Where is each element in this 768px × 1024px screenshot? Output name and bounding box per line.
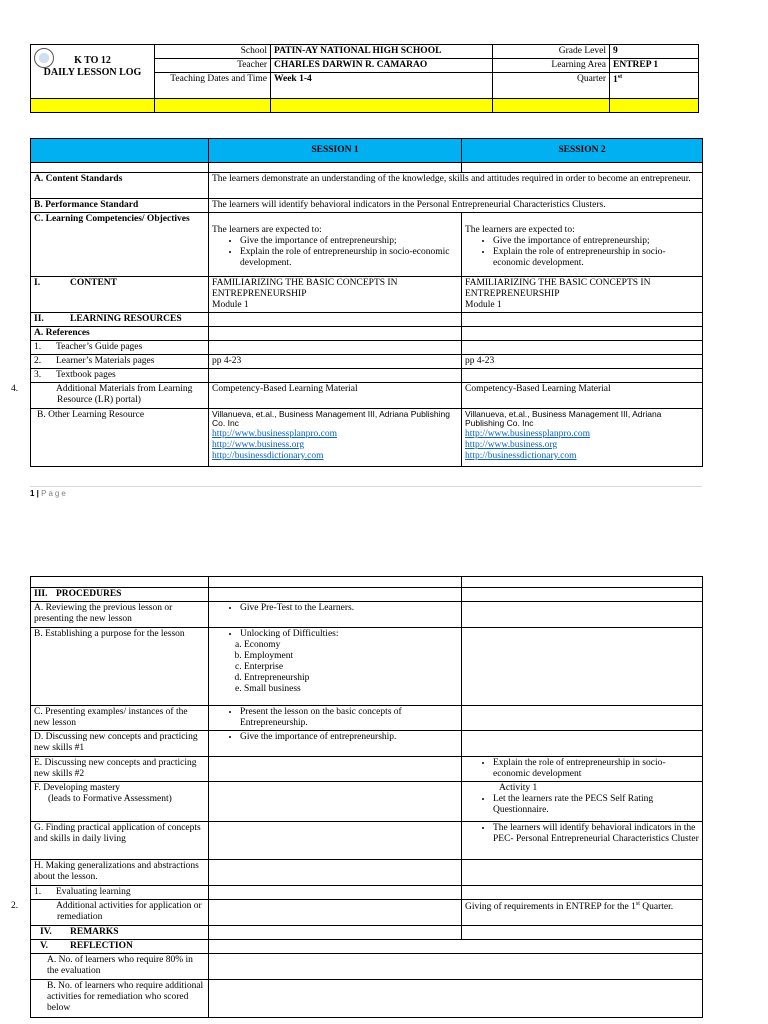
session-2-other-resources [462, 408, 703, 466]
procedure-b-label: B. Establishing a purpose for the lesson [31, 627, 209, 705]
objectives-intro: The learners are expected to: [212, 224, 322, 235]
business-org-link[interactable]: http://www.business.org [465, 440, 558, 451]
session-1-other-resources [209, 408, 462, 466]
grade-level-label: Grade Level [493, 45, 610, 59]
teacher-value: CHARLES DARWIN R. CAMARAO [271, 58, 493, 72]
log-title-line2: DAILY LESSON LOG [43, 66, 142, 78]
learning-area-label: Learning Area [493, 58, 610, 72]
learners-materials-label: Learner’s Materials pages [56, 355, 155, 366]
learning-area-value: ENTREP 1 [610, 58, 699, 72]
procedures-label: PROCEDURES [56, 589, 122, 599]
session-2-objectives [462, 212, 703, 276]
procedure-g-session-2: • The learners will identify behavioral indicators in the PEC- Personal Entrepreneurial Characteristics Cluster [462, 821, 703, 859]
quarter-label: Quarter [493, 72, 610, 98]
objective-item: • Explain the role of entrepreneurship in socio-economic development. [493, 247, 699, 269]
session-2-content: FAMILIARIZING THE BASIC CONCEPTS IN ENTREPRENEURSHIP Module 1 [462, 276, 703, 312]
reflection-label: REFLECTION [70, 940, 133, 951]
textbook-label-cell: 3. Textbook pages [31, 368, 209, 382]
session-2-additional-materials: Competency-Based Learning Material [462, 382, 703, 408]
session-1-header: SESSION 1 [209, 139, 462, 163]
content-standards-text: The learners demonstrate an understanding of the knowledge, skills and attitudes required in order to become an entrepreneur. [209, 173, 703, 199]
learning-resources-label-cell: II. LEARNING RESOURCES [31, 312, 209, 326]
procedure-f-label: F. Developing mastery (leads to Formative Assessment) [31, 781, 209, 821]
quarter-value: 1st [610, 72, 699, 98]
references-label: A. References [31, 326, 209, 340]
additional-activities-label: Additional activities for application or remediation [56, 900, 202, 922]
session-1-objectives [209, 212, 462, 276]
additional-materials-label-cell: 4. Additional Materials from Learning Resource (LR) portal) [31, 382, 209, 408]
school-label: School [155, 45, 271, 59]
page-footer: 1 | Page [30, 486, 702, 498]
teaching-dates-label: Teaching Dates and Time [155, 72, 271, 98]
procedure-c-label: C. Presenting examples/ instances of the new lesson [31, 705, 209, 730]
objective-item: • Give the importance of entrepreneurship; [240, 236, 458, 247]
other-resource-label: B. Other Learning Resource [31, 408, 209, 466]
citation: Villanueva, et.al., Business Management III, Adriana Publishing Co. Inc [212, 408, 450, 429]
list-item: d. Entrepreneurship [244, 673, 458, 684]
header-table [30, 44, 699, 113]
reflection-b-label: B. No. of learners who require additional activities for remediation who scored below [31, 979, 209, 1017]
businessdictionary-link[interactable]: http://businessdictionary.com [212, 450, 324, 461]
difficulty-words-list [212, 640, 458, 695]
objectives-intro: The learners are expected to: [465, 224, 575, 235]
procedure-a-session-1: • Give Pre-Test to the Learners. [209, 601, 462, 627]
procedures-label-cell: III. PROCEDURES [31, 588, 209, 602]
learning-resources-label: LEARNING RESOURCES [70, 313, 182, 324]
teachers-guide-label: Teacher’s Guide pages [56, 341, 143, 352]
procedure-h-label: H. Making generalizations and abstractions about the lesson. [31, 859, 209, 885]
session-2-header: SESSION 2 [462, 139, 703, 163]
list-item: c. Enterprise [244, 662, 458, 673]
procedure-a-label: A. Reviewing the previous lesson or presenting the new lesson [31, 601, 209, 627]
reflection-a-label: A. No. of learners who require 80% in the evaluation [31, 953, 209, 979]
evaluating-learning-label: Evaluating learning [56, 886, 131, 897]
procedure-d-label: D. Discussing new concepts and practicing new skills #1 [31, 730, 209, 756]
log-title-line1: K TO 12 [74, 55, 111, 66]
session-1-additional-materials: Competency-Based Learning Material [209, 382, 462, 408]
reflection-label-cell: V. REFLECTION [31, 939, 209, 953]
session-1-learners-materials: pp 4-23 [209, 354, 462, 368]
businessplanpro-link[interactable]: http://www.businessplanpro.com [465, 429, 590, 440]
performance-standard-label: B. Performance Standard [31, 199, 209, 213]
deped-seal-icon [34, 48, 54, 68]
content-label-cell: I. CONTENT [31, 276, 209, 312]
businessplanpro-link[interactable]: http://www.businessplanpro.com [212, 429, 337, 440]
page-word: Page [41, 489, 68, 498]
procedures-table [11, 576, 703, 1018]
header-yellow-row [31, 98, 699, 112]
additional-activities-label-cell: 2. Additional activities for application or remediation [31, 899, 209, 925]
content-label: CONTENT [70, 277, 117, 288]
session-2-learners-materials: pp 4-23 [462, 354, 703, 368]
procedure-f-session-2: Activity 1 • Let the learners rate the PECS Self Rating Questionnaire. [462, 781, 703, 821]
list-item: e. Small business [244, 684, 458, 695]
teachers-guide-label-cell: 1. Teacher’s Guide pages [31, 340, 209, 354]
procedure-b-session-1: • Unlocking of Difficulties: a. Economy b. Employment c. Enterprise d. Entrepreneurship e. Small business [209, 627, 462, 705]
objective-item: • Explain the role of entrepreneurship in socio-economic development. [240, 247, 458, 269]
competencies-label: C. Learning Competencies/ Objectives [31, 212, 209, 276]
content-standards-label: A. Content Standards [31, 173, 209, 199]
business-org-link[interactable]: http://www.business.org [212, 440, 305, 451]
procedure-e-session-2: • Explain the role of entrepreneurship in socio-economic development [462, 756, 703, 781]
school-value: PATIN-AY NATIONAL HIGH SCHOOL [271, 45, 493, 59]
additional-activities-session-2: Giving of requirements in ENTREP for the 1st Quarter. [462, 899, 703, 925]
lesson-table-top [11, 138, 703, 467]
procedure-g-label: G. Finding practical application of concepts and skills in daily living [31, 821, 209, 859]
procedure-c-session-1: • Present the lesson on the basic concepts of Entrepreneurship. [209, 705, 462, 730]
textbook-label: Textbook pages [56, 369, 116, 380]
procedure-d-session-1: • Give the importance of entrepreneurship. [209, 730, 462, 756]
session-1-content: FAMILIARIZING THE BASIC CONCEPTS IN ENTREPRENEURSHIP Module 1 [209, 276, 462, 312]
remarks-label: REMARKS [70, 926, 119, 937]
list-item: b. Employment [244, 651, 458, 662]
grade-level-value: 9 [610, 45, 699, 59]
page-number: 1 [30, 489, 35, 498]
teaching-dates-value: Week 1-4 [271, 72, 493, 98]
list-item: a. Economy [244, 640, 458, 651]
evaluating-learning-label-cell: 1. Evaluating learning [31, 885, 209, 899]
businessdictionary-link[interactable]: http://businessdictionary.com [465, 450, 577, 461]
citation: Villanueva, et.al., Business Management III, Adriana Publishing Co. Inc [465, 408, 662, 429]
objective-item: • Give the importance of entrepreneurship; [493, 236, 699, 247]
learners-materials-label-cell: 2. Learner’s Materials pages [31, 354, 209, 368]
session-header-row [31, 139, 703, 163]
performance-standard-text: The learners will identify behavioral indicators in the Personal Entrepreneurial Characteristics Clusters. [209, 199, 703, 213]
procedure-e-label: E. Discussing new concepts and practicing new skills #2 [31, 756, 209, 781]
teacher-label: Teacher [155, 58, 271, 72]
additional-materials-label: Additional Materials from Learning Resource (LR) portal) [56, 383, 193, 405]
log-title-cell [31, 45, 155, 99]
remarks-label-cell: IV. REMARKS [31, 925, 209, 939]
